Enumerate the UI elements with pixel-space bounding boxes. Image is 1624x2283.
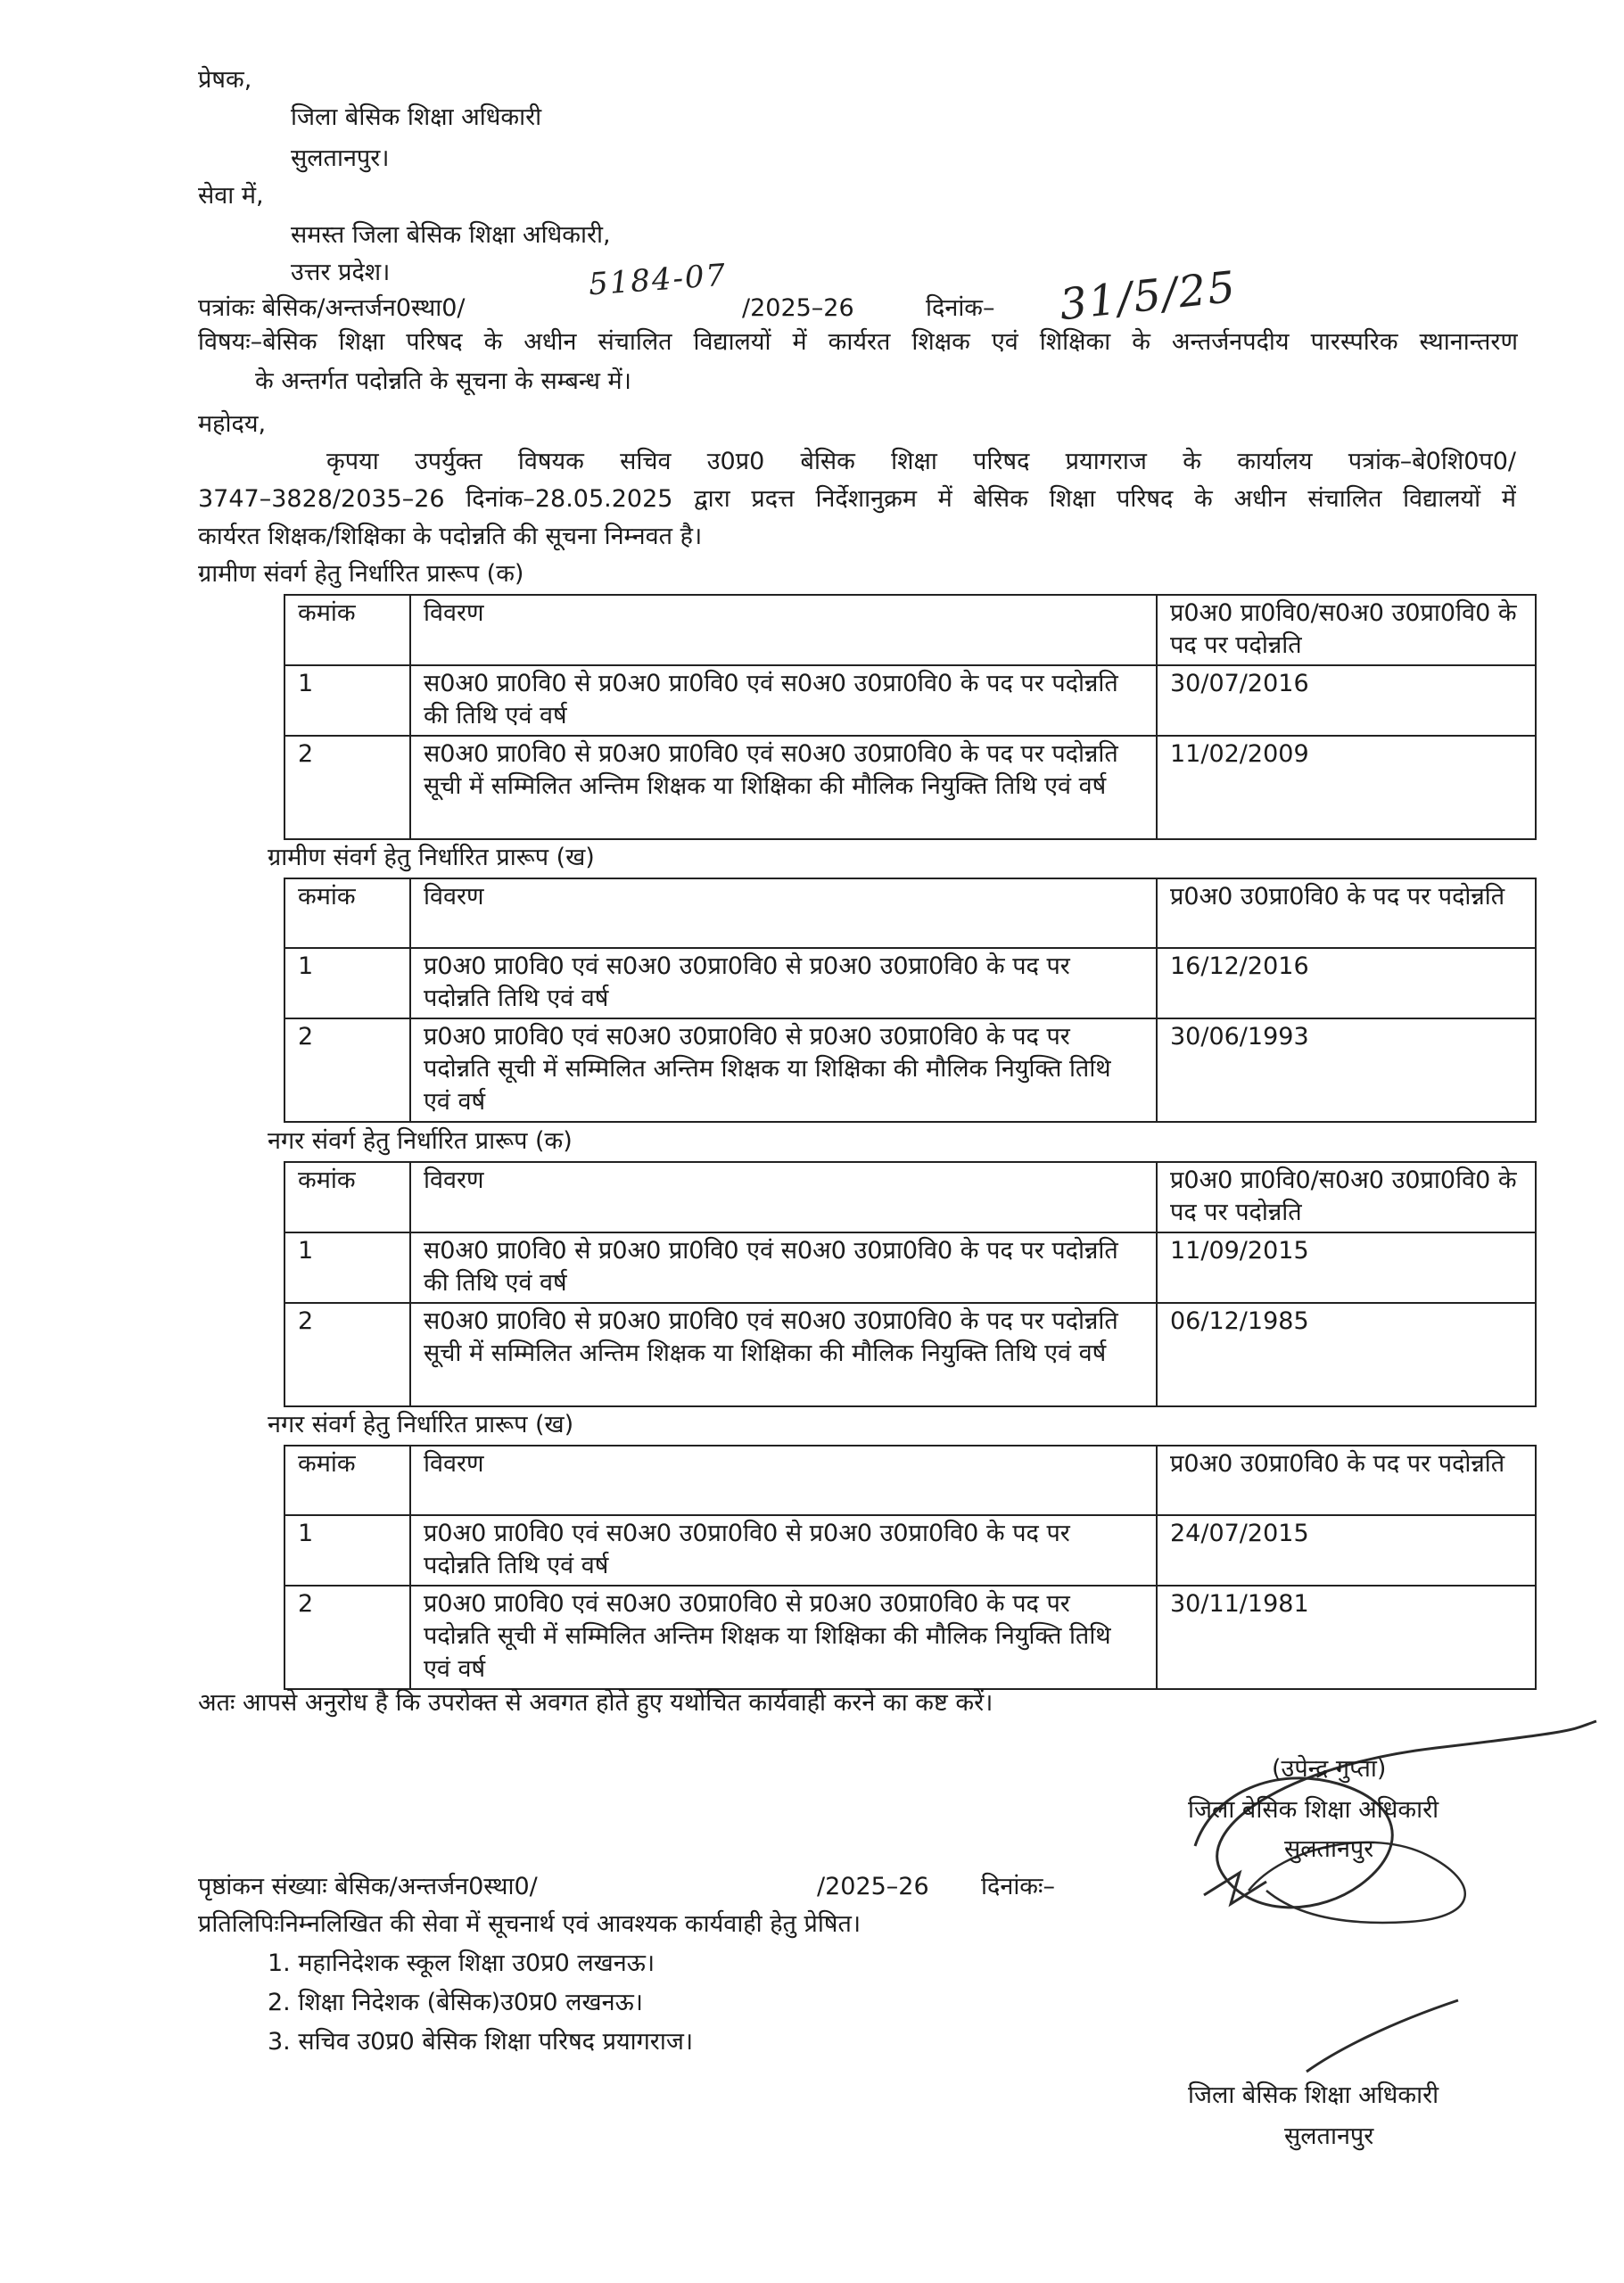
handwritten-letter-number: 5184-07 — [587, 257, 729, 303]
header-serial: कमांक — [284, 595, 410, 665]
row-date: 30/07/2016 — [1157, 665, 1536, 736]
table-header-row — [284, 595, 1536, 665]
endorsement-label: पृष्ठांकन संख्याः बेसिक/अन्तर्जन0स्था0/ — [198, 1873, 538, 1900]
table-row — [284, 1515, 1536, 1586]
header-description: विवरण — [410, 1446, 1157, 1515]
row-description: प्र0अ0 प्रा0वि0 एवं स0अ0 उ0प्रा0वि0 से प्र0अ0 उ0प्रा0वि0 के पद पर पदोन्नति तिथि एवं वर्ष — [410, 948, 1157, 1018]
subject-line-2: के अन्तर्गत पदोन्नति के सूचना के सम्बन्ध में। — [255, 367, 631, 395]
header-description: विवरण — [410, 1162, 1157, 1232]
handwritten-date: 31/5/25 — [1057, 261, 1240, 331]
sender-designation: जिला बेसिक शिक्षा अधिकारी — [291, 103, 542, 131]
cc-item: 2. शिक्षा निदेशक (बेसिक)उ0प्र0 लखनऊ। — [268, 1989, 643, 2016]
row-date: 16/12/2016 — [1157, 948, 1536, 1018]
row-description: प्र0अ0 प्रा0वि0 एवं स0अ0 उ0प्रा0वि0 से प्र0अ0 उ0प्रा0वि0 के पद पर पदोन्नति तिथि एवं वर्ष — [410, 1515, 1157, 1586]
dinank-label: दिनांक– — [926, 294, 995, 322]
subject-line-1: विषयः–बेसिक शिक्षा परिषद के अधीन संचालित विद्यालयों में कार्यरत शिक्षक एवं शिक्षिका के अन्तर्जनपदीय पारस्परिक स्थानान्तरण — [198, 328, 1518, 356]
row-description: प्र0अ0 प्रा0वि0 एवं स0अ0 उ0प्रा0वि0 से प्र0अ0 उ0प्रा0वि0 के पद पर पदोन्नति सूची में सम्मिलित अन्तिम शिक्षक या शिक्षिका की मौलिक नियुक्ति तिथि एवं वर्ष — [410, 1586, 1157, 1689]
row-serial: 1 — [284, 1515, 410, 1586]
row-serial: 1 — [284, 1232, 410, 1303]
salutation: महोदय, — [198, 410, 267, 438]
promotion-table-rural-a — [284, 594, 1537, 840]
recipient-label: सेवा में, — [198, 182, 264, 210]
signatory-designation: जिला बेसिक शिक्षा अधिकारी — [1188, 1796, 1439, 1824]
promotion-table-urban-a — [284, 1161, 1537, 1407]
row-date: 30/11/1981 — [1157, 1586, 1536, 1689]
cc-item: 3. सचिव उ0प्र0 बेसिक शिक्षा परिषद प्रयागराज। — [268, 2028, 694, 2056]
row-description: स0अ0 प्रा0वि0 से प्र0अ0 प्रा0वि0 एवं स0अ0 उ0प्रा0वि0 के पद पर पदोन्नति सूची में सम्मिलित अन्तिम शिक्षक या शिक्षिका की मौलिक नियुक्ति तिथि एवं वर्ष — [410, 736, 1157, 839]
signatory-name: (उपेन्द्र गुप्ता) — [1272, 1755, 1387, 1783]
closing-request: अतः आपसे अनुरोध है कि उपरोक्त से अवगत होते हुए यथोचित कार्यवाही करने का कष्ट करें। — [198, 1689, 993, 1717]
header-description: विवरण — [410, 878, 1157, 948]
endorsement-dinank: दिनांकः– — [981, 1873, 1055, 1900]
row-serial: 2 — [284, 1586, 410, 1689]
row-description: प्र0अ0 प्रा0वि0 एवं स0अ0 उ0प्रा0वि0 से प्र0अ0 उ0प्रा0वि0 के पद पर पदोन्नति सूची में सम्मिलित अन्तिम शिक्षक या शिक्षिका की मौलिक नियुक्ति तिथि एवं वर्ष — [410, 1018, 1157, 1122]
header-serial: कमांक — [284, 1162, 410, 1232]
recipient-place: उत्तर प्रदेश। — [291, 259, 391, 286]
signature-scribble — [1142, 1712, 1605, 1944]
row-serial: 2 — [284, 1018, 410, 1122]
table-row — [284, 948, 1536, 1018]
table-header-row — [284, 1162, 1536, 1232]
table-3-title: नगर संवर्ग हेतु निर्धारित प्रारूप (क) — [268, 1127, 573, 1155]
header-serial: कमांक — [284, 878, 410, 948]
table-row — [284, 736, 1536, 839]
row-serial: 1 — [284, 665, 410, 736]
table-row — [284, 1018, 1536, 1122]
row-serial: 2 — [284, 1303, 410, 1406]
row-description: स0अ0 प्रा0वि0 से प्र0अ0 प्रा0वि0 एवं स0अ0 उ0प्रा0वि0 के पद पर पदोन्नति सूची में सम्मिलित अन्तिम शिक्षक या शिक्षिका की मौलिक नियुक्ति तिथि एवं वर्ष — [410, 1303, 1157, 1406]
row-date: 11/09/2015 — [1157, 1232, 1536, 1303]
row-description: स0अ0 प्रा0वि0 से प्र0अ0 प्रा0वि0 एवं स0अ0 उ0प्रा0वि0 के पद पर पदोन्नति की तिथि एवं वर्ष — [410, 1232, 1157, 1303]
cc-item: 1. महानिदेशक स्कूल शिक्षा उ0प्र0 लखनऊ। — [268, 1949, 655, 1977]
header-promotion: प्र0अ0 उ0प्रा0वि0 के पद पर पदोन्नति — [1157, 878, 1536, 948]
table-4-title: नगर संवर्ग हेतु निर्धारित प्रारूप (ख) — [268, 1411, 574, 1438]
recipient-designation: समस्त जिला बेसिक शिक्षा अधिकारी, — [291, 221, 611, 249]
header-serial: कमांक — [284, 1446, 410, 1515]
table-header-row — [284, 878, 1536, 948]
endorsement-year: /2025–26 — [817, 1873, 929, 1900]
table-1-title: ग्रामीण संवर्ग हेतु निर्धारित प्रारूप (क) — [198, 560, 524, 588]
header-promotion: प्र0अ0 प्रा0वि0/स0अ0 उ0प्रा0वि0 के पद पर पदोन्नति — [1157, 1162, 1536, 1232]
footer-place: सुलतानपुर — [1284, 2122, 1374, 2150]
row-date: 24/07/2015 — [1157, 1515, 1536, 1586]
row-serial: 2 — [284, 736, 410, 839]
row-date: 11/02/2009 — [1157, 736, 1536, 839]
row-description: स0अ0 प्रा0वि0 से प्र0अ0 प्रा0वि0 एवं स0अ0 उ0प्रा0वि0 के पद पर पदोन्नति की तिथि एवं वर्ष — [410, 665, 1157, 736]
table-header-row — [284, 1446, 1536, 1515]
patrank-label: पत्रांकः बेसिक/अन्तर्जन0स्था0/ — [198, 294, 466, 322]
table-row — [284, 1303, 1536, 1406]
row-date: 06/12/1985 — [1157, 1303, 1536, 1406]
table-row — [284, 665, 1536, 736]
copy-line: प्रतिलिपिःनिम्नलिखित की सेवा में सूचनार्थ एवं आवश्यक कार्यवाही हेतु प्रेषित। — [198, 1910, 861, 1938]
header-promotion: प्र0अ0 उ0प्रा0वि0 के पद पर पदोन्नति — [1157, 1446, 1536, 1515]
table-row — [284, 1232, 1536, 1303]
footer-designation: जिला बेसिक शिक्षा अधिकारी — [1188, 2081, 1439, 2109]
table-2-title: ग्रामीण संवर्ग हेतु निर्धारित प्रारूप (ख) — [268, 844, 595, 871]
reference-year: /2025–26 — [742, 294, 854, 322]
row-date: 30/06/1993 — [1157, 1018, 1536, 1122]
body-line-2: 3747–3828/2035–26 दिनांक–28.05.2025 द्वारा प्रदत्त निर्देशानुक्रम में बेसिक शिक्षा परिषद के अधीन संचालित विद्यालयों में — [198, 485, 1516, 513]
body-line-1: कृपया उपर्युक्त विषयक सचिव उ0प्र0 बेसिक शिक्षा परिषद प्रयागराज के कार्यालय पत्रांक–बे0शि0प0/ — [326, 448, 1516, 475]
initial-stroke — [1302, 1996, 1463, 2076]
signatory-place: सुलतानपुर — [1284, 1835, 1374, 1863]
row-serial: 1 — [284, 948, 410, 1018]
table-row — [284, 1586, 1536, 1689]
body-line-3: कार्यरत शिक्षक/शिक्षिका के पदोन्नति की सूचना निम्नवत है। — [198, 523, 703, 550]
header-description: विवरण — [410, 595, 1157, 665]
sender-place: सुलतानपुर। — [291, 144, 390, 172]
header-promotion: प्र0अ0 प्रा0वि0/स0अ0 उ0प्रा0वि0 के पद पर पदोन्नति — [1157, 595, 1536, 665]
sender-label: प्रेषक, — [198, 66, 252, 94]
promotion-table-rural-b — [284, 878, 1537, 1123]
promotion-table-urban-b — [284, 1445, 1537, 1690]
